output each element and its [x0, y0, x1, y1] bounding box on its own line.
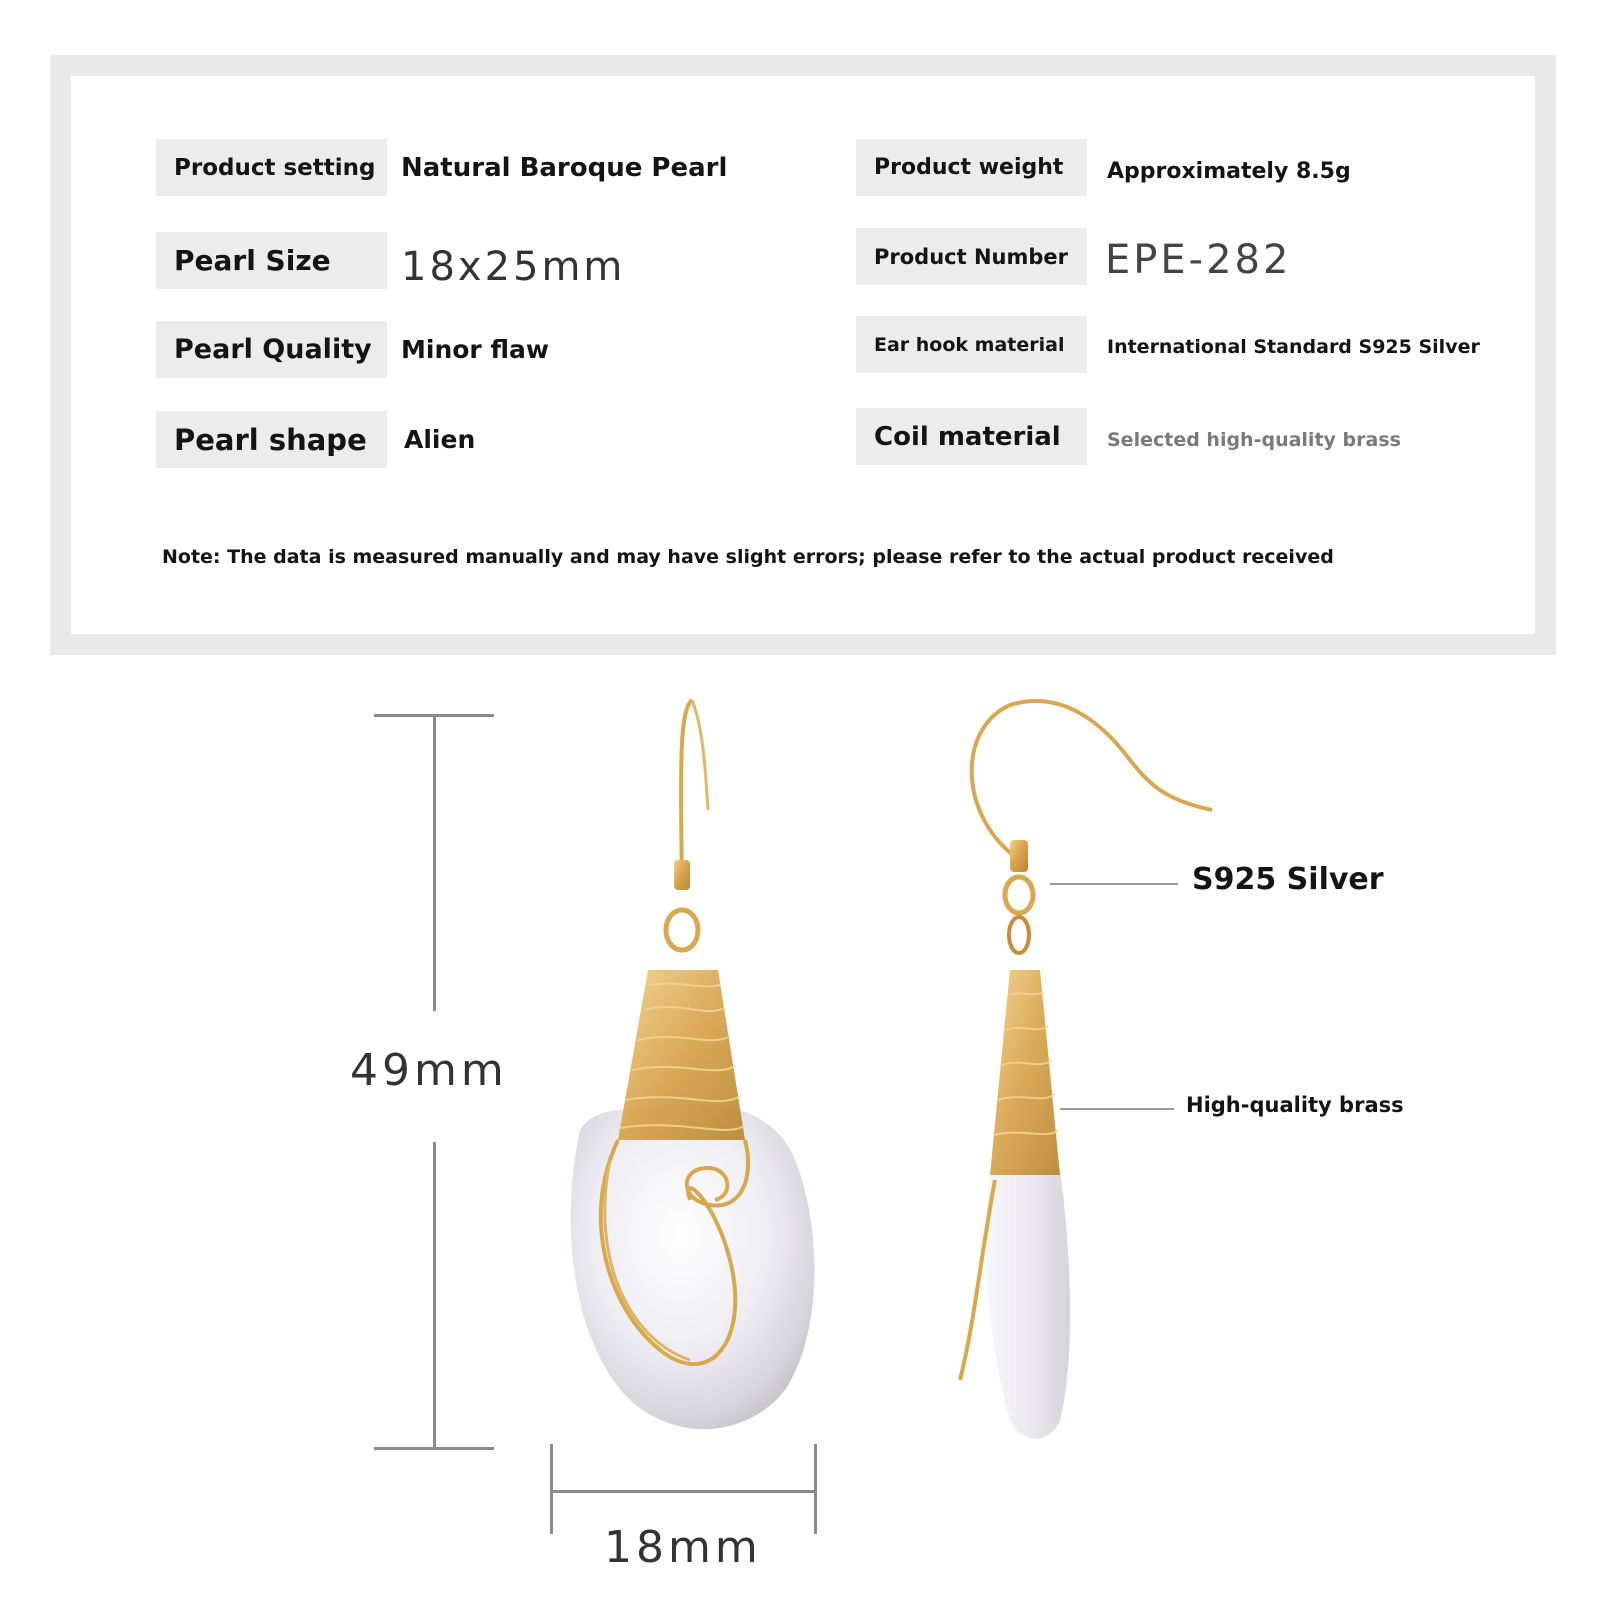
earring-side-illustration — [960, 700, 1220, 1460]
callout-hook-material: S925 Silver — [1192, 862, 1384, 897]
width-dimension-label: 18mm — [604, 1522, 762, 1573]
jump-ring — [666, 910, 698, 950]
spec-label-product-setting: Product setting — [156, 139, 387, 196]
callout-coil-material: High-quality brass — [1186, 1093, 1404, 1117]
height-dimension-line-upper — [433, 714, 436, 1011]
spec-label-pearl-shape: Pearl shape — [156, 411, 387, 468]
spec-value-product-setting: Natural Baroque Pearl — [401, 152, 728, 183]
hook-coil-spring — [1010, 840, 1028, 872]
callout-line-hook — [1050, 883, 1178, 885]
jump-ring-lower — [1009, 917, 1029, 953]
spec-panel-inner — [71, 76, 1535, 634]
spec-value-ear-hook-material: International Standard S925 Silver — [1107, 335, 1480, 358]
spec-label-ear-hook-material: Ear hook material — [856, 316, 1087, 373]
spec-value-product-weight: Approximately 8.5g — [1107, 159, 1351, 184]
brass-wire-wrap — [990, 970, 1060, 1175]
spec-label-product-weight: Product weight — [856, 139, 1087, 196]
spec-label-pearl-quality: Pearl Quality — [156, 321, 387, 378]
earring-front-illustration — [540, 700, 830, 1470]
hook-coil-spring — [674, 860, 690, 890]
jump-ring — [1005, 877, 1033, 913]
spec-label-product-number: Product Number — [856, 228, 1087, 285]
spec-value-pearl-size: 18x25mm — [401, 243, 626, 290]
ear-hook-wire — [972, 701, 1212, 860]
ear-hook-tip — [692, 700, 708, 810]
width-dimension-line — [550, 1490, 816, 1493]
measurement-note: Note: The data is measured manually and may have slight errors; please refer to the actual product received — [162, 546, 1334, 568]
callout-line-coil — [1060, 1108, 1174, 1110]
ear-hook-wire — [681, 700, 692, 880]
brass-wire-wrap — [618, 970, 745, 1140]
spec-value-pearl-shape: Alien — [404, 425, 476, 454]
spec-panel — [50, 55, 1556, 655]
spec-label-pearl-size: Pearl Size — [156, 232, 387, 289]
height-dimension-label: 49mm — [350, 1045, 508, 1096]
spec-value-product-number: EPE-282 — [1105, 236, 1292, 283]
baroque-pearl-side — [986, 1170, 1070, 1439]
spec-label-coil-material: Coil material — [856, 408, 1087, 465]
height-dimension-bottom-tick — [374, 1447, 494, 1450]
spec-value-coil-material: Selected high-quality brass — [1107, 428, 1401, 451]
spec-value-pearl-quality: Minor flaw — [401, 335, 549, 364]
height-dimension-line-lower — [433, 1142, 436, 1448]
